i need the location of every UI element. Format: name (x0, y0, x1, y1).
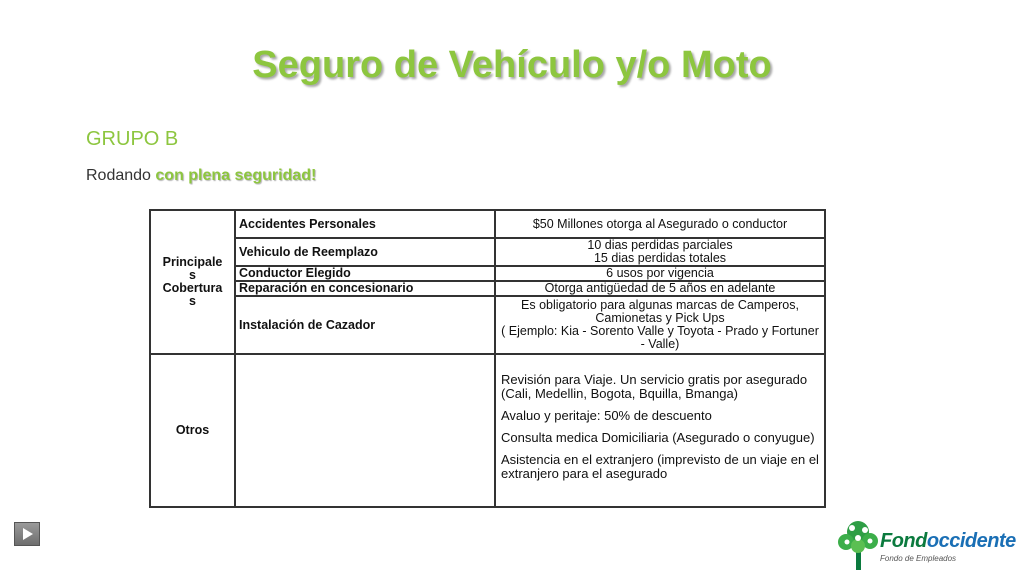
logo-name-part-1: Fond (880, 530, 927, 552)
table-row (150, 238, 825, 266)
slide-title: Seguro de Vehículo y/o Moto (252, 44, 772, 86)
list-item: Consulta medica Domiciliaria (Asegurado o conyugue) (501, 429, 815, 445)
logo-tagline: Fondo de Empleados (880, 554, 957, 563)
empty-cell (235, 354, 495, 507)
play-arrow-icon (23, 528, 33, 540)
item-cell: Instalación de Cazador (235, 296, 495, 354)
group-heading: GRUPO B (86, 128, 179, 150)
principales-label: Principale s Cobertura s (150, 210, 235, 354)
table-row (150, 354, 825, 507)
table-row (150, 266, 825, 281)
value-cell: $50 Millones otorga al Asegurado o conductor (495, 210, 825, 238)
table-row (150, 296, 825, 354)
list-item: Revisión para Viaje. Un servicio gratis por asegurado (Cali, Medellin, Bogota, Bquilla, Bmanga) (501, 371, 808, 401)
item-cell: Accidentes Personales (235, 210, 495, 238)
subtitle (86, 167, 316, 185)
otros-list (495, 354, 825, 507)
value-cell: Es obligatorio para algunas marcas de Camperos, Camionetas y Pick Ups ( Ejemplo: Kia - Sorento Valle y Toyota - Prado y Fortuner - Valle) (495, 296, 825, 354)
list-item: Avaluo y peritaje: 50% de descuento (501, 407, 712, 423)
fondoccidente-logo (838, 516, 1018, 572)
next-slide-button[interactable] (14, 522, 40, 546)
subtitle-prefix: Rodando (86, 167, 156, 184)
value-cell: 6 usos por vigencia (495, 266, 825, 281)
value-cell: Otorga antigüedad de 5 años en adelante (495, 281, 825, 296)
item-cell: Vehiculo de Reemplazo (235, 238, 495, 266)
table-row (150, 210, 825, 238)
table-row (150, 281, 825, 296)
logo-name-part-2: occidente (926, 530, 1016, 552)
coverage-table (149, 209, 826, 508)
value-cell: 10 dias perdidas parciales 15 dias perdidas totales (495, 238, 825, 266)
item-cell: Reparación en concesionario (235, 281, 495, 296)
item-cell: Conductor Elegido (235, 266, 495, 281)
logo-name (880, 530, 1016, 553)
tree-icon (838, 516, 880, 572)
list-item: Asistencia en el extranjero (imprevisto de un viaje en el extranjero para el asegurado (501, 451, 819, 481)
otros-label: Otros (150, 354, 235, 507)
subtitle-accent: con plena seguridad! (155, 167, 317, 184)
